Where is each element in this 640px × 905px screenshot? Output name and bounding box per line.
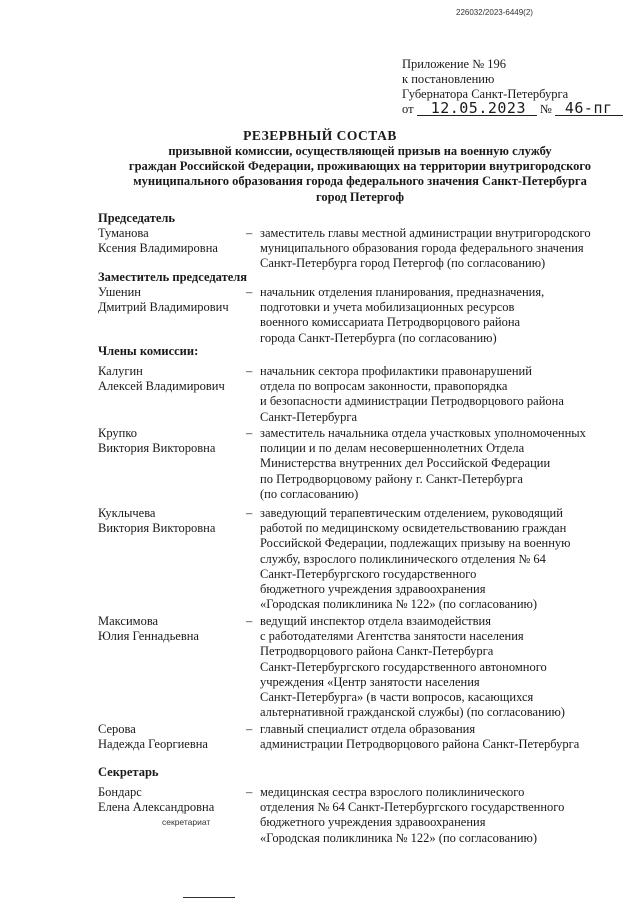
person-name [98, 226, 248, 256]
person-position [260, 426, 612, 502]
subtitle-line: город Петергоф [315, 189, 405, 204]
person-name [98, 785, 248, 815]
document-id: 226032/2023-6449(2) [456, 8, 533, 17]
document-subtitle [60, 144, 640, 205]
person-position [260, 785, 612, 846]
position-line: (по согласованию) [260, 486, 359, 501]
position-line: полиции и по делам несовершеннолетних Отдела [260, 441, 525, 456]
surname: Максимова [98, 614, 159, 628]
position-line: подготовки и учета мобилизационных ресурсов [260, 300, 515, 315]
person-position [260, 226, 612, 272]
person-position [260, 614, 612, 720]
surname: Серова [98, 722, 136, 736]
position-line: Санкт-Петербурга город Петергоф (по согласованию) [260, 256, 546, 271]
section-deputy: Заместитель председателя [98, 270, 248, 284]
given-name: Юлия Геннадьевна [98, 629, 199, 644]
position-line: «Городская поликлиника № 122» (по согласованию) [260, 597, 538, 612]
position-line: Санкт-Петербурга [260, 409, 358, 424]
dash: – [246, 285, 253, 299]
position-line: альтернативной гражданской службы) (по согласованию) [260, 705, 565, 720]
person-position [260, 285, 612, 346]
section-chair: Председатель [98, 211, 176, 225]
position-line: Санкт-Петербургского государственного автономного [260, 659, 547, 674]
person-position [260, 722, 612, 752]
position-line: заместитель начальника отдела участковых уполномоченных [260, 426, 586, 440]
given-name: Дмитрий Владимирович [98, 300, 229, 315]
position-line: учреждения «Центр занятости населения [260, 674, 480, 689]
given-name: Ксения Владимировна [98, 241, 218, 256]
date-prefix: от [402, 102, 414, 116]
dash: – [246, 785, 253, 799]
position-line: «Городская поликлиника № 122» (по согласованию) [260, 830, 538, 845]
given-name: Елена Александровна [98, 800, 215, 815]
document-title: РЕЗЕРВНЫЙ СОСТАВ [243, 128, 397, 143]
subtitle-line: призывной комиссии, осуществляющей призыв на военную службу [168, 144, 552, 158]
position-line: города Санкт-Петербурга (по согласованию) [260, 330, 497, 345]
surname: Куклычева [98, 506, 156, 520]
position-line: по Петродворцовому району г. Санкт-Петербурга [260, 471, 523, 486]
signing-date: 12.05.2023 [417, 102, 537, 116]
surname: Туманова [98, 226, 149, 240]
dash: – [246, 226, 253, 240]
appendix-date-line [402, 99, 622, 117]
appendix-line-2: к постановлению [402, 72, 495, 86]
position-line: Санкт-Петербурга» (в части вопросов, касающихся [260, 690, 534, 705]
position-line: администрации Петродворцового района Санкт-Петербурга [260, 737, 580, 752]
person-name [98, 722, 248, 752]
person-name [98, 364, 248, 394]
given-name: Виктория Викторовна [98, 521, 216, 536]
position-line: и безопасности администрации Петродворцового района [260, 394, 564, 409]
position-line: бюджетного учреждения здравоохранения [260, 815, 486, 830]
decree-number: 46-пг [555, 102, 623, 116]
position-line: начальник сектора профилактики правонарушений [260, 364, 532, 378]
position-line: отделения № 64 Санкт-Петербургского государственного [260, 800, 565, 815]
position-line: бюджетного учреждения здравоохранения [260, 582, 486, 597]
registry-stamp: секретариат [162, 817, 211, 827]
position-line: муниципального образования города федерального значения [260, 241, 584, 256]
dash: – [246, 426, 253, 440]
appendix-line-3: Губернатора Санкт-Петербурга [402, 87, 569, 101]
position-line: Санкт-Петербургского государственного [260, 566, 477, 581]
position-line: ведущий инспектор отдела взаимодействия [260, 614, 491, 628]
position-line: медицинская сестра взрослого поликлинического [260, 785, 525, 799]
position-line: Петродворцового района Санкт-Петербурга [260, 644, 494, 659]
appendix-block [402, 57, 622, 117]
dash: – [246, 364, 253, 378]
person-name [98, 506, 248, 536]
position-line: отдела по вопросам законности, правопорядка [260, 379, 508, 394]
position-line: заместитель главы местной администрации внутригородского [260, 226, 591, 240]
position-line: начальник отделения планирования, предназначения, [260, 285, 545, 299]
section-members: Члены комиссии: [98, 344, 199, 358]
person-name [98, 614, 248, 644]
given-name: Алексей Владимирович [98, 379, 225, 394]
subtitle-line: муниципального образования города федерального значения Санкт-Петербурга [133, 174, 587, 189]
position-line: военного комиссариата Петродворцового района [260, 315, 521, 330]
surname: Бондарс [98, 785, 142, 799]
bottom-rule [183, 897, 235, 898]
section-secretary: Секретарь [98, 765, 159, 779]
position-line: главный специалист отдела образования [260, 722, 476, 736]
position-line: с работодателями Агентства занятости населения [260, 629, 524, 644]
appendix-line-1: Приложение № 196 [402, 57, 507, 71]
surname: Калугин [98, 364, 143, 378]
position-line: службу, взрослого поликлинического отделения № 64 [260, 551, 546, 566]
dash: – [246, 614, 253, 628]
position-line: Министерства внутренних дел Российской Федерации [260, 456, 551, 471]
person-name [98, 285, 248, 315]
person-position [260, 364, 612, 425]
surname: Ушенин [98, 285, 141, 299]
dash: – [246, 506, 253, 520]
position-line: Российской Федерации, подлежащих призыву на военную [260, 536, 571, 551]
number-prefix: № [539, 102, 552, 116]
dash: – [246, 722, 253, 736]
position-line: заведующий терапевтическим отделением, руководящий [260, 506, 563, 520]
subtitle-line: граждан Российской Федерации, проживающих на территории внутригородского [128, 159, 592, 174]
given-name: Надежда Георгиевна [98, 737, 208, 752]
surname: Крупко [98, 426, 138, 440]
position-line: работой по медицинскому освидетельствованию граждан [260, 521, 567, 536]
person-name [98, 426, 248, 456]
given-name: Виктория Викторовна [98, 441, 216, 456]
person-position [260, 506, 612, 612]
